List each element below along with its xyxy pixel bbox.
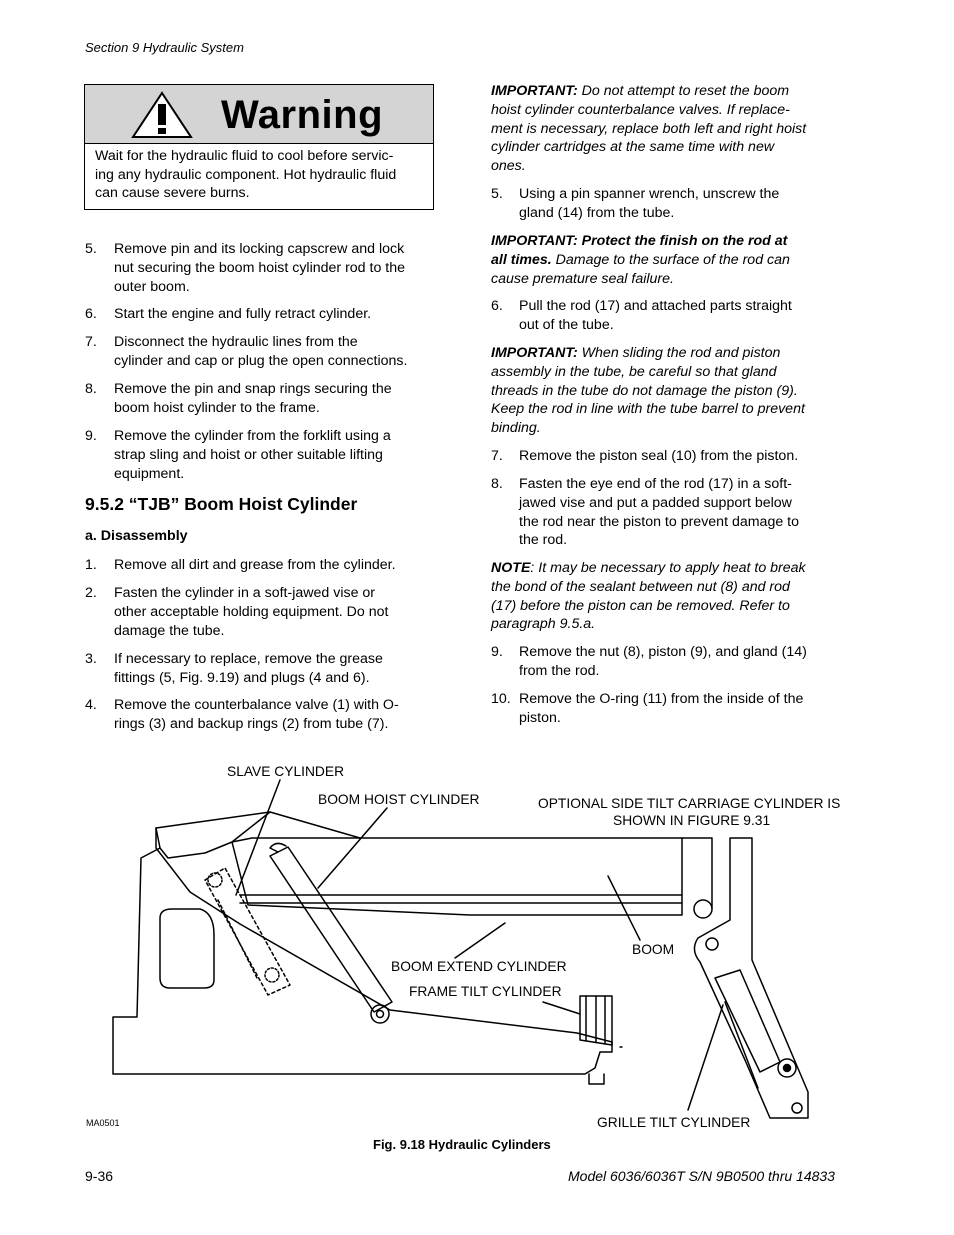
text-line: piston.: [519, 709, 561, 726]
text-line: the bond of the sealant between nut (8) and rod: [491, 578, 790, 595]
warning-title: Warning: [221, 93, 383, 137]
text-line: Remove the O-ring (11) from the inside of the: [519, 691, 804, 707]
subheading: a. Disassembly: [85, 528, 188, 544]
frame-outline: [113, 812, 612, 1074]
text-line: Remove the pin and snap rings securing the: [114, 381, 392, 397]
text-span: : It may be necessary to apply heat to break: [530, 560, 806, 576]
step-number: 7.: [85, 334, 97, 350]
text-span: Damage to the surface of the rod can: [551, 251, 790, 268]
text-line: Fasten the eye end of the rod (17) in a soft-: [519, 476, 792, 492]
text-line: threads in the tube do not damage the piston (9).: [491, 382, 798, 399]
text-span: Do not attempt to reset the boom: [577, 83, 790, 99]
warning-line: Wait for the hydraulic fluid to cool before servic-: [95, 148, 394, 164]
text-line: gland (14) from the tube.: [519, 204, 675, 221]
figure-code: MA0501: [86, 1118, 120, 1128]
important-label: all times.: [491, 251, 552, 268]
boom-hoist-cylinder: [270, 847, 392, 1012]
text-line: out of the tube.: [519, 316, 614, 333]
text-line: Remove all dirt and grease from the cylinder.: [114, 557, 396, 573]
text-line: equipment.: [114, 465, 185, 482]
step-number: 4.: [85, 697, 97, 713]
text-line: strap sling and hoist or other suitable lifting: [114, 446, 383, 463]
text-line: If necessary to replace, remove the grease: [114, 651, 383, 667]
text-line: ment is necessary, replace both left and right hoist: [491, 120, 807, 137]
text-span: When sliding the rod and piston: [577, 345, 781, 361]
text-line: Pull the rod (17) and attached parts straight: [519, 298, 792, 314]
text-line: Using a pin spanner wrench, unscrew the: [519, 186, 780, 202]
text-line: ones.: [491, 158, 526, 175]
step-number: 3.: [85, 651, 97, 667]
text-line: Remove the counterbalance valve (1) with O-: [114, 697, 399, 713]
text-line: outer boom.: [114, 278, 190, 295]
important-label: IMPORTANT:: [491, 345, 578, 361]
frame-window: [160, 909, 214, 988]
text-line: Fasten the cylinder in a soft-jawed vise or: [114, 585, 376, 601]
text-line: nut securing the boom hoist cylinder rod to the: [114, 259, 406, 276]
text-line: cylinder and cap or plug the open connections.: [114, 352, 408, 369]
section-heading: 9.5.2 “TJB” Boom Hoist Cylinder: [85, 494, 358, 514]
text-line: Disconnect the hydraulic lines from the: [114, 334, 358, 350]
text-line: damage the tube.: [114, 622, 225, 639]
label-boom: BOOM: [632, 942, 675, 957]
text-line: the rod.: [519, 532, 568, 549]
text-line: Start the engine and fully retract cylinder.: [114, 306, 372, 322]
text-line: hoist cylinder counterbalance valves. If replace-: [491, 101, 790, 118]
text-line: binding.: [491, 420, 541, 437]
warning-line: ing any hydraulic component. Hot hydraulic fluid: [95, 166, 397, 183]
text-line: Keep the rod in line with the tube barrel to prevent: [491, 401, 805, 418]
text-line: Remove the piston seal (10) from the piston.: [519, 448, 799, 464]
step-number: 6.: [85, 306, 97, 322]
step-number: 5.: [85, 241, 97, 257]
step-number: 9.: [85, 428, 97, 444]
step-number: 10.: [491, 691, 511, 707]
page-number: 9-36: [85, 1168, 114, 1184]
step-number: 6.: [491, 298, 503, 314]
important-label: IMPORTANT: Protect the finish on the rod at: [491, 233, 788, 249]
model-footer: Model 6036/6036T S/N 9B0500 thru 14833: [568, 1168, 835, 1184]
step-number: 7.: [491, 448, 503, 464]
warning-line: can cause severe burns.: [95, 185, 250, 202]
text-line: paragraph 9.5.a.: [491, 616, 596, 633]
text-line: rings (3) and backup rings (2) from tube (7).: [114, 715, 389, 732]
label-boom-hoist-cylinder: BOOM HOIST CYLINDER: [318, 792, 480, 807]
grille-tilt-cylinder: [715, 970, 780, 1072]
text-line: Remove the cylinder from the forklift using a: [114, 428, 391, 444]
important-label: IMPORTANT:: [491, 83, 578, 99]
step-number: 9.: [491, 644, 503, 660]
text-line: cause premature seal failure.: [491, 270, 674, 287]
step-number: 8.: [85, 381, 97, 397]
text-line: the rod near the piston to prevent damage to: [519, 513, 799, 530]
label-frame-tilt-cylinder: FRAME TILT CYLINDER: [409, 984, 562, 999]
text-line: from the rod.: [519, 662, 600, 679]
label-optional-note-2: SHOWN IN FIGURE 9.31: [613, 813, 771, 828]
label-grille-tilt-cylinder: GRILLE TILT CYLINDER: [597, 1115, 751, 1130]
text-line: fittings (5, Fig. 9.19) and plugs (4 and 6).: [114, 669, 370, 686]
figure-caption: Fig. 9.18 Hydraulic Cylinders: [373, 1137, 551, 1152]
section-header: Section 9 Hydraulic System: [85, 40, 244, 55]
text-line: jawed vise and put a padded support below: [519, 494, 792, 511]
step-number: 2.: [85, 585, 97, 601]
text-line: boom hoist cylinder to the frame.: [114, 399, 320, 416]
label-boom-extend-cylinder: BOOM EXTEND CYLINDER: [391, 959, 567, 974]
step-number: 5.: [491, 186, 503, 202]
label-optional-note-1: OPTIONAL SIDE TILT CARRIAGE CYLINDER IS: [538, 796, 841, 811]
text-line: other acceptable holding equipment. Do not: [114, 603, 389, 620]
label-slave-cylinder: SLAVE CYLINDER: [227, 764, 345, 779]
text-line: (17) before the piston can be removed. Refer to: [491, 597, 790, 614]
text-line: Remove pin and its locking capscrew and lock: [114, 241, 405, 257]
text-line: Remove the nut (8), piston (9), and gland (14): [519, 644, 807, 660]
text-line: assembly in the tube, be careful so that gland: [491, 363, 777, 380]
text-line: cylinder cartridges at the same time with new: [491, 139, 775, 156]
step-number: 1.: [85, 557, 97, 573]
note-label: NOTE: [491, 560, 531, 576]
step-number: 8.: [491, 476, 503, 492]
